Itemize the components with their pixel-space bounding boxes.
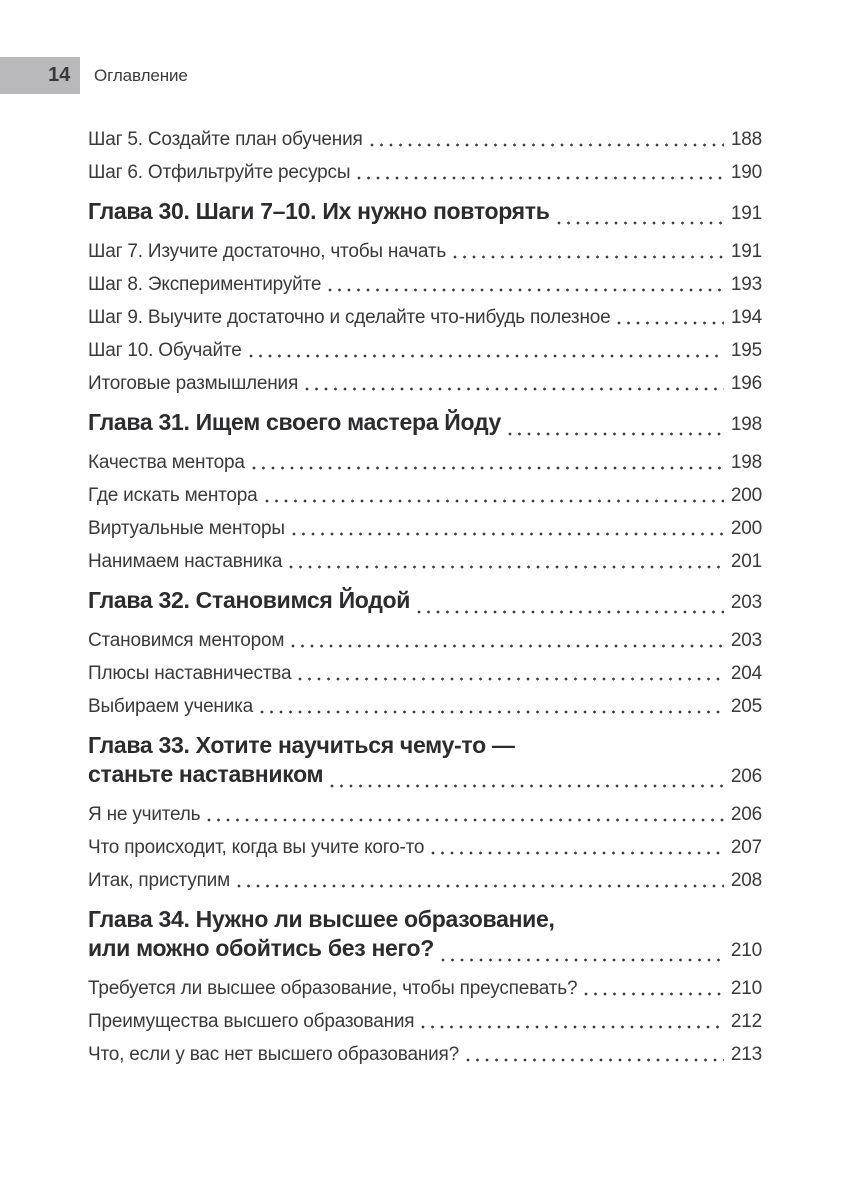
entry-title: Итоговые размышления (88, 373, 299, 394)
toc-chapter-entry (88, 408, 762, 439)
page-ref: 198 (730, 414, 762, 435)
dot-leader (207, 818, 724, 822)
dot-leader (421, 1025, 724, 1029)
toc-entry (88, 631, 762, 651)
entry-title: Качества ментора (88, 452, 245, 473)
toc-entry (88, 805, 762, 825)
dot-leader (557, 221, 724, 225)
entry-title: Шаг 5. Создайте план обучения (88, 129, 363, 150)
page-ref: 194 (730, 307, 762, 328)
page-ref: 210 (730, 940, 762, 961)
entry-title: Глава 31. Ищем своего мастера Йоду (88, 409, 502, 435)
page-ref: 201 (730, 551, 762, 572)
chapter-title-line: Глава 33. Хотите научиться чему-то — (88, 732, 515, 758)
entry-title: Глава 30. Шаги 7–10. Их нужно повторять (88, 198, 550, 224)
toc-chapter-entry (88, 905, 762, 965)
entry-title: Итак, приступим (88, 870, 230, 891)
page-ref: 198 (730, 452, 762, 473)
page-ref: 188 (730, 129, 762, 150)
entry-title: Шаг 9. Выучите достаточно и сделайте что-нибудь полезное (88, 307, 611, 328)
entry-title: Где искать ментора (88, 485, 258, 506)
dot-leader (260, 710, 724, 714)
chapter-title-line: Глава 34. Нужно ли высшее образование, (88, 906, 555, 932)
page-ref: 210 (730, 978, 762, 999)
dot-leader (466, 1058, 724, 1062)
page-ref: 190 (730, 162, 762, 183)
entry-title: или можно обойтись без него? (88, 935, 435, 961)
running-header (0, 57, 849, 94)
entry-title: Виртуальные менторы (88, 518, 285, 539)
page-ref: 206 (730, 766, 762, 787)
toc-entry (88, 838, 762, 858)
dot-leader (249, 354, 724, 358)
dot-leader (330, 784, 724, 788)
toc-chapter-entry (88, 731, 762, 791)
entry-title: Выбираем ученика (88, 696, 254, 717)
entry-title: Требуется ли высшее образование, чтобы преуспевать? (88, 978, 578, 999)
dot-leader (508, 432, 724, 436)
toc-entry (88, 130, 762, 150)
page-ref: 203 (730, 630, 762, 651)
page-ref: 213 (730, 1044, 762, 1065)
dot-leader (289, 565, 724, 569)
dot-leader (252, 466, 724, 470)
toc-entry (88, 374, 762, 394)
dot-leader (453, 255, 724, 259)
dot-leader (265, 499, 724, 503)
toc-entry (88, 552, 762, 572)
dot-leader (370, 143, 724, 147)
toc-chapter-entry (88, 586, 762, 617)
dot-leader (417, 610, 724, 614)
dot-leader (357, 176, 724, 180)
page-ref: 207 (730, 837, 762, 858)
dot-leader (441, 958, 724, 962)
toc-entry (88, 697, 762, 717)
toc-list (88, 130, 762, 1078)
entry-title: станьте наставником (88, 761, 324, 787)
dot-leader (237, 884, 724, 888)
page-ref: 208 (730, 870, 762, 891)
page-ref: 191 (730, 241, 762, 262)
chapter-title-line (88, 934, 762, 965)
dot-leader (298, 677, 724, 681)
dot-leader (584, 992, 724, 996)
entry-title: Становимся ментором (88, 630, 285, 651)
running-header-label: Оглавление (94, 65, 188, 85)
entry-title: Нанимаем наставника (88, 551, 283, 572)
dot-leader (292, 532, 724, 536)
entry-title: Шаг 7. Изучите достаточно, чтобы начать (88, 241, 447, 262)
entry-title: Преимущества высшего образования (88, 1011, 415, 1032)
entry-title: Плюсы наставничества (88, 663, 292, 684)
toc-entry (88, 519, 762, 539)
entry-title: Шаг 8. Экспериментируйте (88, 274, 322, 295)
toc-entry (88, 275, 762, 295)
toc-entry (88, 242, 762, 262)
toc-entry (88, 486, 762, 506)
dot-leader (291, 644, 724, 648)
dot-leader (617, 321, 723, 325)
toc-entry (88, 308, 762, 328)
toc-entry (88, 1012, 762, 1032)
entry-title: Что, если у вас нет высшего образования? (88, 1044, 459, 1065)
page-ref: 200 (730, 485, 762, 506)
toc-entry (88, 664, 762, 684)
dot-leader (328, 288, 724, 292)
folio-bar (0, 57, 80, 94)
chapter-title-line (88, 760, 762, 791)
entry-title: Шаг 10. Обучайте (88, 340, 242, 361)
page-ref: 196 (730, 373, 762, 394)
entry-title: Что происходит, когда вы учите кого-то (88, 837, 425, 858)
page-ref: 191 (730, 203, 762, 224)
page-number: 14 (48, 64, 70, 86)
toc-entry (88, 1045, 762, 1065)
page-ref: 204 (730, 663, 762, 684)
toc-chapter-entry (88, 197, 762, 228)
page-ref: 206 (730, 804, 762, 825)
dot-leader (305, 387, 724, 391)
toc-entry (88, 871, 762, 891)
entry-title: Шаг 6. Отфильтруйте ресурсы (88, 162, 351, 183)
page-ref: 203 (730, 592, 762, 613)
entry-title: Я не учитель (88, 804, 201, 825)
dot-leader (431, 851, 724, 855)
toc-entry (88, 979, 762, 999)
toc-entry (88, 341, 762, 361)
entry-title: Глава 32. Становимся Йодой (88, 587, 411, 613)
page-ref: 212 (730, 1011, 762, 1032)
page-ref: 205 (730, 696, 762, 717)
page-ref: 200 (730, 518, 762, 539)
toc-entry (88, 453, 762, 473)
page-ref: 195 (730, 340, 762, 361)
page-ref: 193 (730, 274, 762, 295)
toc-entry (88, 163, 762, 183)
